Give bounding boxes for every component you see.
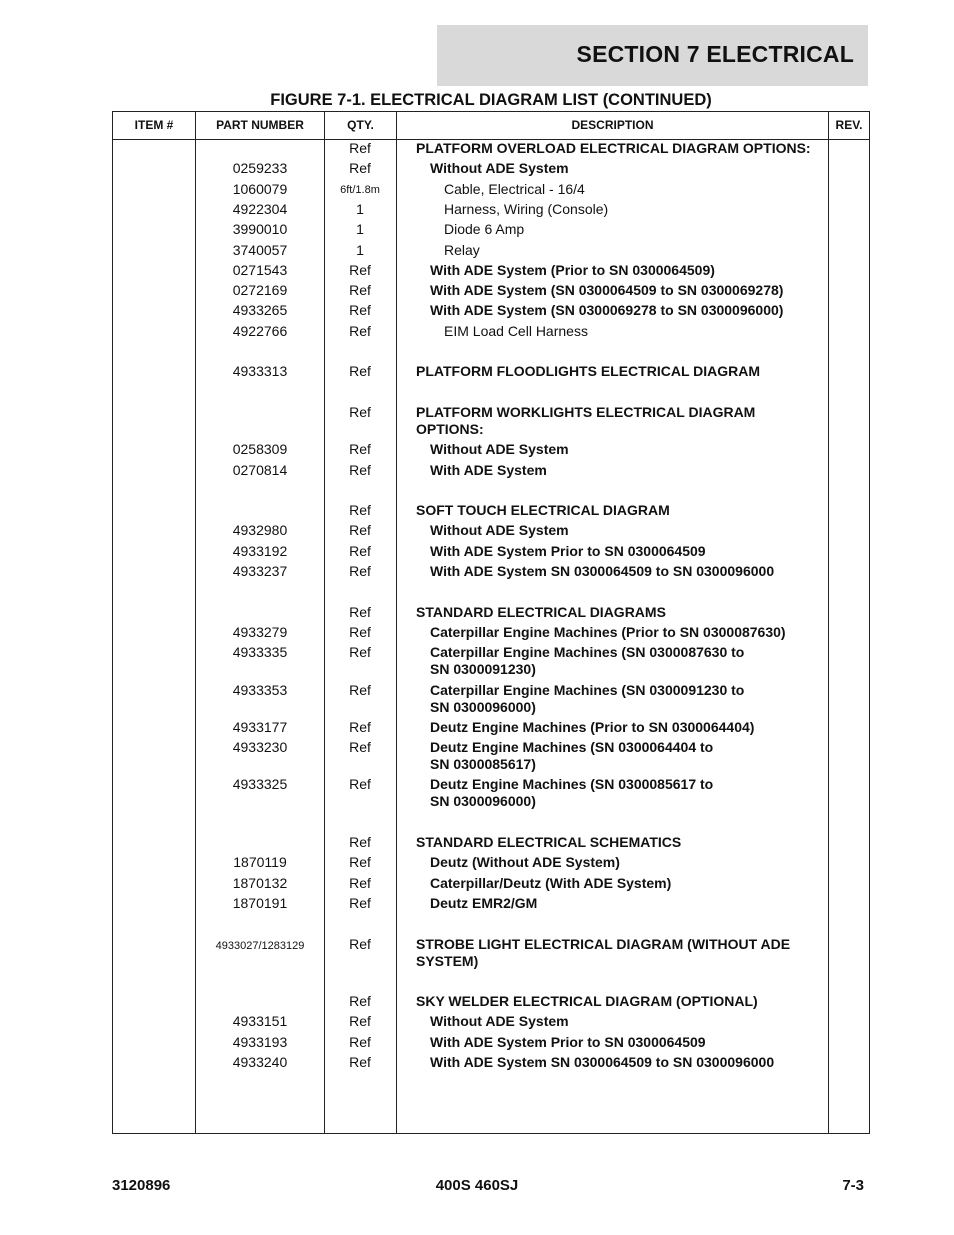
part-number-cell: 4933177 (232, 718, 288, 735)
part-number-cell: 1060079 (232, 180, 288, 197)
qty-cell: Ref (349, 1054, 371, 1070)
description-cell: Harness, Wiring (Console) (444, 200, 609, 217)
description-cell: STANDARD ELECTRICAL SCHEMATICS (416, 834, 682, 850)
description-cell: Deutz Engine Machines (Prior to SN 0300064404) (430, 718, 755, 735)
qty-cell: Ref (349, 1033, 371, 1050)
part-number-cell: 3990010 (232, 221, 288, 238)
part-number-cell: 4933240 (232, 1054, 288, 1070)
qty-cell: Ref (349, 874, 371, 891)
qty-cell: Ref (349, 563, 371, 579)
qty-cell: Ref (349, 461, 371, 478)
qty-cell: Ref (349, 1013, 371, 1030)
qty-cell: Ref (349, 522, 371, 539)
part-number-cell: 4933279 (232, 623, 288, 640)
description-cell: Cable, Electrical - 16/4 (444, 180, 585, 197)
part-number-cell: 4933237 (232, 563, 288, 579)
qty-cell: Ref (349, 322, 371, 339)
qty-cell: Ref (349, 718, 371, 735)
description-cell: STANDARD ELECTRICAL DIAGRAMS (416, 603, 666, 620)
column-header-description: DESCRIPTION (571, 118, 654, 132)
description-cell: STROBE LIGHT ELECTRICAL DIAGRAM (WITHOUT ADE SYSTEM) (416, 935, 791, 969)
part-number-cell: 4933193 (232, 1033, 288, 1050)
part-number-cell: 0271543 (232, 261, 288, 278)
part-number-cell: 3740057 (232, 241, 288, 258)
description-cell: With ADE System (Prior to SN 0300064509) (430, 261, 715, 278)
part-number-cell: 4933027/1283129 (215, 939, 305, 952)
qty-cell: 1 (356, 221, 364, 238)
description-cell: Caterpillar Engine Machines (SN 0300091230 to SN 0300096000) (430, 681, 745, 715)
description-cell: With ADE System (SN 0300064509 to SN 0300069278) (430, 282, 784, 299)
description-cell: Without ADE System (430, 160, 569, 177)
qty-cell: Ref (349, 363, 371, 380)
part-number-cell: 4933335 (232, 644, 288, 661)
description-cell: Caterpillar Engine Machines (SN 0300087630 to SN 0300091230) (430, 644, 745, 678)
part-number-cell: 4933325 (232, 776, 288, 793)
part-number-cell: 4933265 (232, 302, 288, 319)
part-number-cell: 0272169 (232, 282, 288, 299)
part-number-cell: 4933353 (232, 681, 288, 698)
part-number-cell: 4922766 (232, 322, 288, 339)
qty-cell: Ref (349, 854, 371, 871)
part-number-cell: 0258309 (232, 441, 288, 458)
description-cell: With ADE System Prior to SN 0300064509 (430, 1033, 706, 1050)
description-cell: With ADE System SN 0300064509 to SN 0300096000 (430, 563, 775, 579)
part-number-cell: 1870132 (232, 874, 288, 891)
section-banner (437, 25, 868, 86)
description-cell: Without ADE System (430, 1013, 569, 1030)
column-divider (396, 112, 397, 1133)
qty-cell: Ref (349, 542, 371, 559)
qty-cell: Ref (349, 160, 371, 177)
description-cell: SKY WELDER ELECTRICAL DIAGRAM (OPTIONAL) (416, 993, 758, 1010)
part-number-cell: 4933151 (232, 1013, 288, 1030)
part-number-cell: 4933230 (232, 739, 288, 756)
section-title: SECTION 7 ELECTRICAL (576, 41, 854, 67)
qty-cell: Ref (349, 302, 371, 319)
qty-cell: Ref (349, 935, 371, 952)
description-cell: With ADE System SN 0300064509 to SN 0300096000 (430, 1054, 775, 1070)
description-cell: With ADE System (430, 461, 547, 478)
description-cell: Deutz Engine Machines (SN 0300064404 to SN 0300085617) (430, 739, 714, 773)
part-number-cell: 4933192 (232, 542, 288, 559)
description-cell: Without ADE System (430, 441, 569, 458)
qty-cell: Ref (349, 644, 371, 661)
qty-cell: Ref (349, 282, 371, 299)
column-header-rev: REV. (835, 118, 863, 132)
footer-page-number: 7-3 (842, 1177, 864, 1194)
figure-title: FIGURE 7-1. ELECTRICAL DIAGRAM LIST (CONTINUED) (270, 91, 712, 109)
description-cell: PLATFORM WORKLIGHTS ELECTRICAL DIAGRAM OPTIONS: (416, 403, 756, 437)
description-cell: EIM Load Cell Harness (444, 322, 588, 339)
qty-cell: Ref (349, 894, 371, 911)
column-header-item: ITEM # (134, 118, 174, 132)
description-cell: Deutz EMR2/GM (430, 894, 538, 911)
qty-cell: Ref (349, 776, 371, 793)
description-cell: Diode 6 Amp (444, 221, 525, 238)
description-cell: Caterpillar/Deutz (With ADE System) (430, 874, 672, 891)
description-cell: SOFT TOUCH ELECTRICAL DIAGRAM (416, 502, 670, 519)
part-number-cell: 1870119 (233, 854, 287, 871)
qty-cell: 6ft/1.8m (340, 183, 380, 196)
description-cell: PLATFORM OVERLOAD ELECTRICAL DIAGRAM OPTIONS: (416, 140, 811, 156)
qty-cell: Ref (349, 261, 371, 278)
description-cell: With ADE System (SN 0300069278 to SN 0300096000) (430, 302, 784, 319)
description-cell: Relay (444, 241, 480, 258)
part-number-cell: 4933313 (232, 363, 288, 380)
part-number-cell: 0270814 (232, 461, 288, 478)
description-cell: Deutz Engine Machines (SN 0300085617 to SN 0300096000) (430, 776, 714, 810)
qty-cell: Ref (349, 403, 371, 420)
qty-cell: Ref (349, 681, 371, 698)
qty-cell: Ref (349, 140, 371, 156)
qty-cell: Ref (349, 603, 371, 620)
qty-cell: Ref (349, 623, 371, 640)
qty-cell: Ref (349, 502, 371, 519)
qty-cell: Ref (349, 739, 371, 756)
footer-model: 400S 460SJ (435, 1177, 519, 1194)
part-number-cell: 4922304 (232, 200, 288, 217)
part-number-cell: 1870191 (232, 894, 288, 911)
part-number-cell: 4932980 (232, 522, 288, 539)
part-number-cell: 0259233 (232, 160, 288, 177)
column-header-part-number: PART NUMBER (216, 118, 304, 132)
description-cell: Deutz (Without ADE System) (430, 854, 620, 871)
column-header-qty: QTY. (347, 118, 374, 132)
qty-cell: 1 (356, 200, 364, 217)
qty-cell: Ref (349, 441, 371, 458)
qty-cell: Ref (349, 834, 371, 850)
description-cell: Caterpillar Engine Machines (Prior to SN 0300087630) (430, 623, 786, 640)
description-cell: With ADE System Prior to SN 0300064509 (430, 542, 706, 559)
description-cell: Without ADE System (430, 522, 569, 539)
qty-cell: 1 (356, 241, 364, 258)
description-cell: PLATFORM FLOODLIGHTS ELECTRICAL DIAGRAM (416, 363, 761, 380)
qty-cell: Ref (349, 993, 371, 1010)
footer-doc-number: 3120896 (112, 1177, 171, 1194)
